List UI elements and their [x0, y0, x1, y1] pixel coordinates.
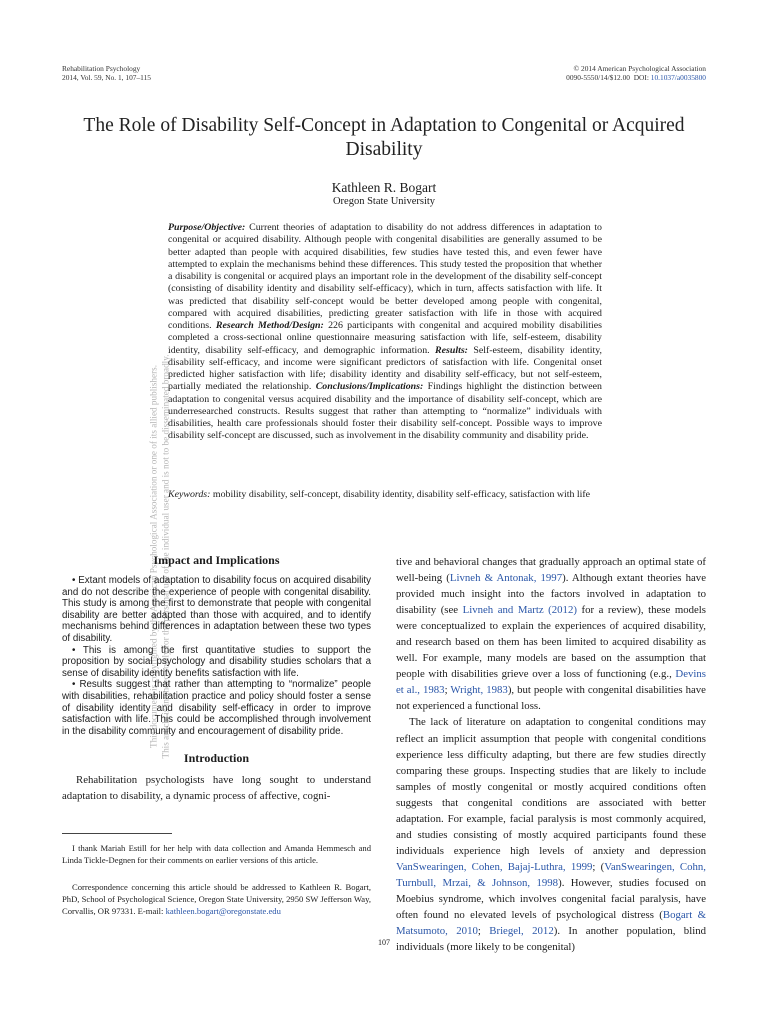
body-paragraph: tive and behavioral changes that gradually approach an optimal state of well-being (Livneh & Antonak, 1997). Although extant theories have provided much insight into the factors involved in adaptation to disability (see Livneh and Martz (2012) for a review), these models were conceptualized to explain the experiences of acquired disability, and research based on them has been limited to acquired disability as well. For example, many models are based on the assumption that people with disabilities grieve over a loss of functioning (e.g., Devins et al., 1983; Wright, 1983), but people with congenital disabilities have not experienced a functional loss. — [396, 556, 707, 713]
impact-bullet: • Results suggest that rather than attempting to “normalize” people with disabilities, rehabilitation practice and policy should foster a sense of disability identity and disability self-efficacy in order to improve satisfaction with life. This could be accomplished through involvement in the disability community and encouragement of disability pride. — [62, 679, 371, 737]
citation-link[interactable]: Devins et al., 1983 — [396, 668, 706, 697]
abstract-text-results: Self-esteem, disability identity, disability self-efficacy, and income were significant predictors of satisfaction with life. Congenital onset predicted higher satisfaction with life; disability identity and disability self-efficacy, but not self-esteem, partially mediated the relationship. — [168, 344, 602, 393]
impact-heading: Impact and Implications — [153, 553, 280, 567]
abstract-label-method: Research Method/Design: — [215, 320, 324, 331]
journal-volume: 2014, Vol. 59, No. 1, 107–115 — [62, 73, 151, 82]
impact-bullet: • Extant models of adaptation to disability focus on acquired disability and do not describe the experience of people with congenital disability. This study is among the first to demonstrate that people with congenital disability are better adapted than those with acquired, and to identify mechanisms behind differences in adaptation between these two types of disability. — [62, 575, 371, 644]
abstract-text-purpose: Current theories of adaptation to disability do not address differences in adaptation to congenital or acquired disability. Although people with congenital disabilities are generally assumed to be better adapted than people with acquired disabilities, few studies have tested this, and even fewer have attempted to explain the mechanisms behind these differences. This study tested the proposition that whether a disability is congenital or acquired plays an important role in the development of the disability self-concept (consisting of disability identity and disability self-efficacy), which in turn, affects satisfaction with life. It was predicted that disability self-concept would be better developed among people with congenital, compared with acquired disabilities, predicting greater satisfaction with life in those with acquired conditions. — [168, 222, 602, 331]
doi-label: DOI: — [633, 73, 649, 82]
author-name: Kathleen R. Bogart — [331, 180, 437, 195]
abstract-label-purpose: Purpose/Objective: — [168, 222, 246, 233]
footnote-rule — [62, 833, 172, 834]
footnote-acknowledgment: I thank Mariah Estill for her help with data collection and Amanda Hemmesch and Linda Tickle-Degnen for their comments on earlier versions of this article. — [62, 843, 371, 865]
body-paragraph: The lack of literature on adaptation to congenital conditions may reflect an implicit assumption that people with congenital conditions experience less difficulty adapting, but there are few studies directly comparing these groups. Inspecting studies that are likely to include samples of mostly congenital or mostly acquired conditions often suggests that congenital conditions are associated with better adaptation. For example, facial paralysis is most commonly acquired, and studies consisting of mostly acquired participants found these individuals experience high levels of anxiety and depression VanSwearingen, Cohen, Bajaj-Luthra, 1999; (VanSwearingen, Cohn, Turnbull, Mrzai, & Johnson, 1998). However, studies focused on Moebius syndrome, which involves congenital facial paralysis, have often found no elevated levels of psychological distress (Bogart & Matsumoto, 2010; Briegel, 2012). In another population, blind individuals (more likely to be congenital) — [396, 716, 707, 954]
keywords-label: Keywords: — [168, 489, 211, 500]
citation-link[interactable]: Briegel, 2012 — [489, 925, 554, 938]
citation-link[interactable]: Livneh & Antonak, 1997 — [449, 572, 563, 585]
abstract-label-results: Results: — [435, 344, 468, 356]
side-note-line-1: This document is copyrighted by the American Psychological Association or one of its allied publishers. — [148, 365, 159, 748]
abstract — [168, 222, 602, 443]
citation-link[interactable]: Livneh and Martz (2012) — [462, 604, 577, 617]
body-right-column — [396, 554, 706, 955]
introduction-paragraph: Rehabilitation psychologists have long sought to understand adaptation to disability, a dynamic process of affective, cogni- — [62, 774, 371, 802]
author-affiliation: Oregon State University — [332, 196, 436, 207]
citation-link[interactable]: Bogart & Matsumoto, 2010 — [396, 909, 706, 938]
correspondence-text: Correspondence concerning this article should be addressed to Kathleen R. Bogart, PhD, School of Psychological Science, Oregon State University, 2950 SW Jefferson Way, Corvallis, OR 97331. E-mail: — [62, 882, 371, 916]
issn: 0090-5550/14/$12.00 — [566, 73, 630, 82]
running-header-right — [566, 64, 706, 82]
abstract-label-conclusions: Conclusions/Implications: — [315, 381, 424, 393]
impact-bullet: • This is among the first quantitative studies to support the proposition by social psychology and disability studies scholars that a sense of disability identity benefits satisfaction with life. — [62, 644, 371, 679]
article-title: The Role of Disability Self-Concept in Adaptation to Congenital or Acquired Disability — [83, 115, 685, 160]
doi-link[interactable]: 10.1037/a0035800 — [650, 73, 706, 82]
introduction-heading: Introduction — [183, 751, 250, 765]
abstract-text-method: 226 participants with congenital and acquired mobility disabilities completed a cross-sectional online questionnaire measuring satisfaction with life, self-esteem, disability identity, disability self-efficacy, and demographic information. — [168, 320, 602, 356]
abstract-text-conclusions: Findings highlight the distinction between adaptation to congenital versus acquired disability and the importance of disability self-concept, which are underresearched constructs. Results suggest that rather than attempting to “normalize” individuals with disabilities, health care professionals should foster their disability self-concept. Possible ways to improve disability self-concept are discussed, such as involvement in the disability community and disability pride. — [168, 381, 602, 442]
keywords-text: mobility disability, self-concept, disability identity, disability self-efficacy, satisfaction with life — [210, 489, 591, 500]
copyright-notice: © 2014 American Psychological Association — [573, 64, 706, 73]
citation-link[interactable]: VanSwearingen, Cohn, Turnbull, Mrzai, & Johnson, 1998 — [396, 860, 706, 889]
issn-doi-line — [566, 73, 706, 82]
citation-link[interactable]: VanSwearingen, Cohen, Bajaj-Luthra, 1999 — [396, 860, 593, 873]
page-number: 107 — [378, 938, 390, 947]
email-link[interactable]: kathleen.bogart@oregonstate.edu — [165, 906, 281, 916]
running-header-left — [62, 64, 151, 82]
side-note-line-2: This article is intended solely for the personal use of the individual user and is not to be disseminated broadly. — [160, 354, 170, 759]
journal-name: Rehabilitation Psychology — [62, 64, 141, 73]
citation-link[interactable]: Wright, 1983 — [450, 684, 508, 697]
footnote-correspondence — [62, 881, 371, 917]
impact-implications-box — [62, 553, 371, 737]
keywords — [168, 489, 602, 501]
